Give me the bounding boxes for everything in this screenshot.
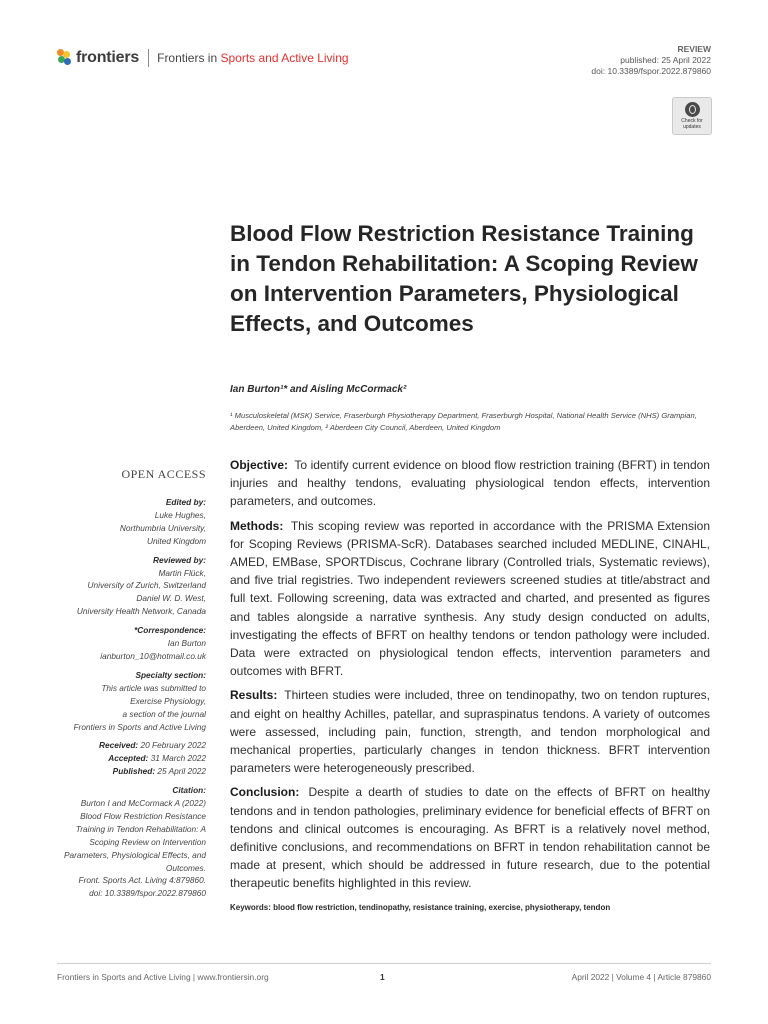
page-number: 1 [380,972,385,982]
article-meta [591,44,711,77]
keywords: Keywords: blood flow restriction, tendinopathy, resistance training, exercise, physiotherapy, tendon [230,903,611,912]
check-for-updates-badge[interactable] [672,97,712,135]
specialty-section: Specialty section: This article was submitted to Exercise Physiology, a section of the journal Frontiers in Sports and Active Living [73,669,206,732]
abstract [230,456,710,899]
article-info-sidebar [40,496,206,906]
logo-divider [148,49,149,67]
abstract-objective: Objective: To identify current evidence on blood flow restriction training (BFRT) in tendon injuries and healthy tendons, evaluating physiological tendon effects, intervention parameters, and outcomes. [230,458,710,509]
author-list: Ian Burton¹* and Aisling McCormack² [230,384,407,395]
footer-divider [57,963,711,964]
brand-name: frontiers [76,49,140,66]
article-dates: Received: 20 February 2022 Accepted: 31 March 2022 Published: 25 April 2022 [98,740,206,777]
abstract-methods: Methods: This scoping review was reported in accordance with the PRISMA Extension for Scoping Reviews (PRISMA-ScR). Databases searched included MEDLINE, CINAHL, AMED, EMBase, SPORTDiscus, Cochrane library (Controlled trials, Systematic reviews), and five trial registries. Two independent reviewers screened studies at title/abstract and full text. Following screening, data was extracted and charted, and presented as figures and tables alongside a narrative synthesis. Any study design conducted on adults, investigating the effects of BFRT on healthy tendons or tendon pathology were included. Data were extracted on physiological tendon effects, intervention parameters and outcomes with BFRT. [230,518,710,679]
citation: Citation: Burton I and McCormack A (2022) Blood Flow Restriction Resistance Training in Tendon Rehabilitation: A Scoping Review on Intervention Parameters, Physiological Effects, and Outcomes. Front. Sports Act. Living 4:879860. doi: 10.3389/fspor.2022.879860 [63,785,206,899]
article-title: Blood Flow Restriction Resistance Training in Tendon Rehabilitation: A Scoping Review on Intervention Parameters, Physiological Effects, and Outcomes [230,221,698,336]
footer-issue-info: April 2022 | Volume 4 | Article 879860 [571,972,711,982]
crossmark-icon [685,102,700,117]
frontiers-logo[interactable] [57,47,349,69]
crossmark-label: Check for updates [681,118,703,130]
reviewed-by: Reviewed by: Martin Flück, University of Zurich, Switzerland Daniel W. D. West, University Health Network, Canada [76,554,206,617]
correspondence: *Correspondence: Ian Burton ianburton_10@hotmail.co.uk [40,624,206,663]
journal-name [157,51,348,65]
doi-link[interactable]: doi: 10.3389/fspor.2022.879860 [591,66,711,76]
frontiers-logo-icon [57,49,72,67]
edited-by: Edited by: Luke Hughes, Northumbria University, United Kingdom [119,497,206,546]
published-date: published: 25 April 2022 [620,55,711,65]
article-type: REVIEW [677,44,711,54]
correspondence-email[interactable]: ianburton_10@hotmail.co.uk [100,650,206,661]
footer-journal-link[interactable]: Frontiers in Sports and Active Living | www.frontiersin.org [57,972,269,982]
journal-section: Sports and Active Living [220,51,349,65]
abstract-results: Results: Thirteen studies were included, three on tendinopathy, two on tendon ruptures, and eight on healthy Achilles, patellar, and supraspinatus tendons. A variety of outcomes were assessed, including pain, function, strength, and tendon morphological and mechanical properties, particularly changes in tendon thickness. BFRT intervention parameters were heterogeneously prescribed. [230,688,710,776]
abstract-conclusion: Conclusion: Despite a dearth of studies to date on the effects of BFRT on healthy tendons and in tendon pathologies, preliminary evidence for beneficial effects of BFRT on tendons and clinical outcomes is encouraging. As BFRT is a relatively novel method, definitive conclusions, and recommendations on BFRT in tendon rehabilitation cannot be made at present, which should be addressed in future research, due to the potential therapeutic benefits highlighted in this review. [230,785,710,891]
journal-prefix: Frontiers in [157,51,218,65]
affiliations: ¹ Musculoskeletal (MSK) Service, Fraserburgh Physiotherapy Department, Fraserburgh Hospital, National Health Service (NHS) Grampian, Aberdeen, United Kingdom, ² Aberdeen City Council, Aberdeen, United Kingdom [230,411,697,432]
open-access-label: OPEN ACCESS [121,467,206,481]
